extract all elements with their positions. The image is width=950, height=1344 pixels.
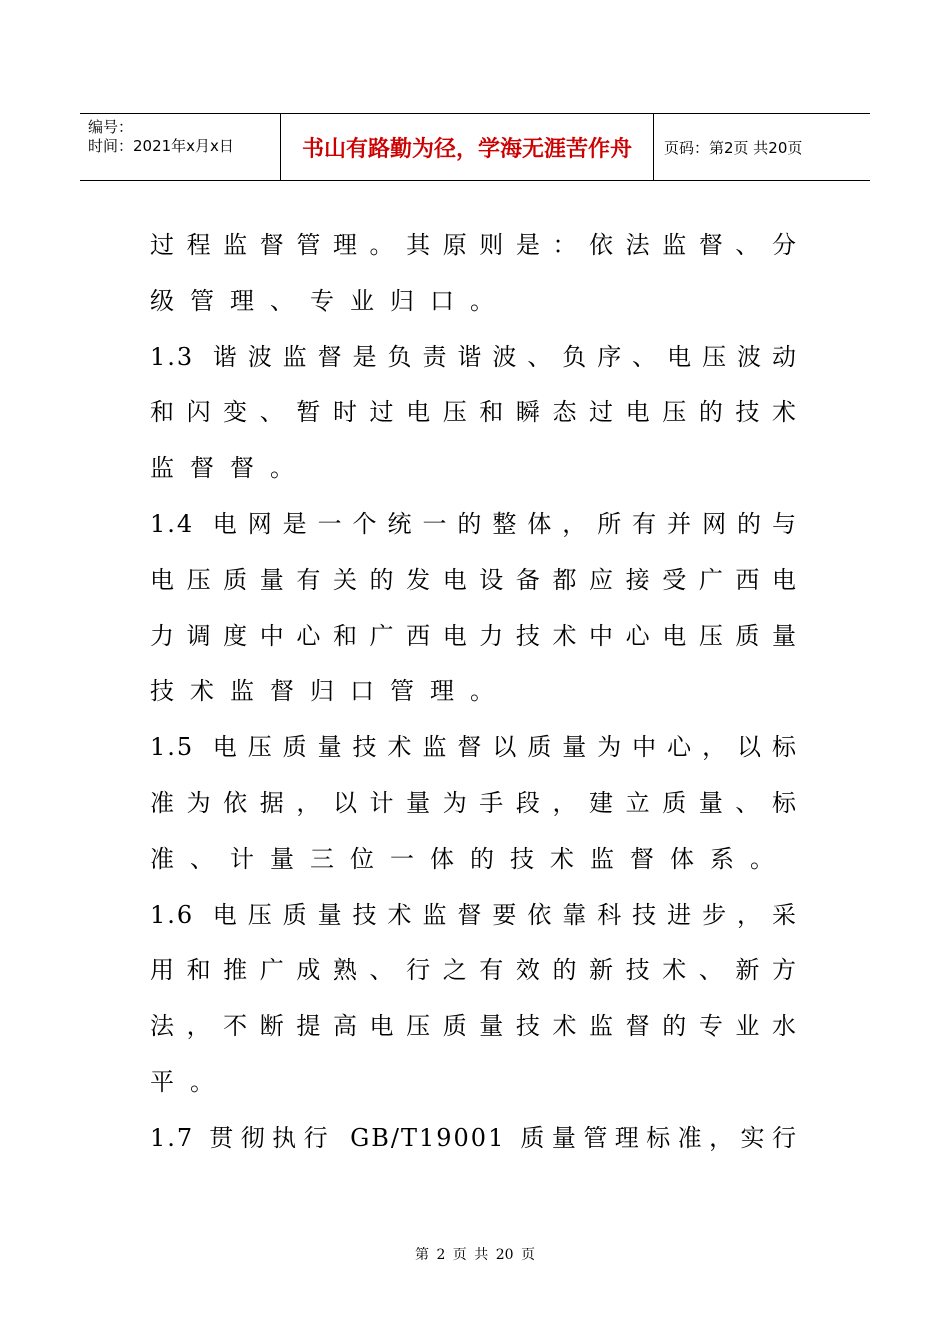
body-text-line: 平。 — [150, 1067, 230, 1096]
header-page-info: 页码：第2页 共20页 — [664, 138, 803, 157]
page-header — [80, 113, 870, 181]
header-motto: 书山有路勤为径，学海无涯苦作舟 — [281, 114, 654, 180]
body-text-line: 法，不断提高电压质量技术监督的专业水 — [150, 1012, 798, 1041]
header-meta — [80, 114, 281, 180]
body-text-line: 1.3 谐波监督是负责谐波、负序、电压波动 — [150, 342, 798, 371]
body-text-line: 过程监督管理。其原则是：依法监督、分 — [150, 231, 798, 259]
body-text-line: 准、计量三位一体的技术监督体系。 — [150, 844, 790, 873]
body-text-line: 1.4 电网是一个统一的整体，所有并网的与 — [150, 509, 798, 538]
document-time-label: 时间：2021年x月x日 — [88, 137, 234, 155]
body-text-line: 和闪变、暂时过电压和瞬态过电压的技术 — [150, 398, 798, 427]
body-text-line: 1.6 电压质量技术监督要依靠科技进步，采 — [150, 900, 798, 929]
body-text-line: 1.5 电压质量技术监督以质量为中心，以标 — [150, 733, 798, 762]
document-body — [150, 218, 798, 1167]
page-footer: 第 2 页 共 20 页 — [415, 1247, 535, 1263]
body-text-line: 电压质量有关的发电设备都应接受广西电 — [150, 565, 798, 594]
document-number-label: 编号： — [88, 118, 134, 136]
body-text-line: 力调度中心和广西电力技术中心电压质量 — [150, 621, 798, 650]
body-text-line: 准为依据，以计量为手段，建立质量、标 — [150, 788, 798, 817]
body-text-line: 1.7 贯彻执行 GB/T19001 质量管理标准，实行 — [150, 1123, 798, 1152]
body-text-line: 监督督。 — [150, 454, 310, 483]
body-text-line: 级管理、专业归口。 — [150, 286, 510, 315]
body-text-line: 用和推广成熟、行之有效的新技术、新方 — [150, 956, 798, 985]
body-text-line: 技术监督归口管理。 — [150, 677, 510, 706]
